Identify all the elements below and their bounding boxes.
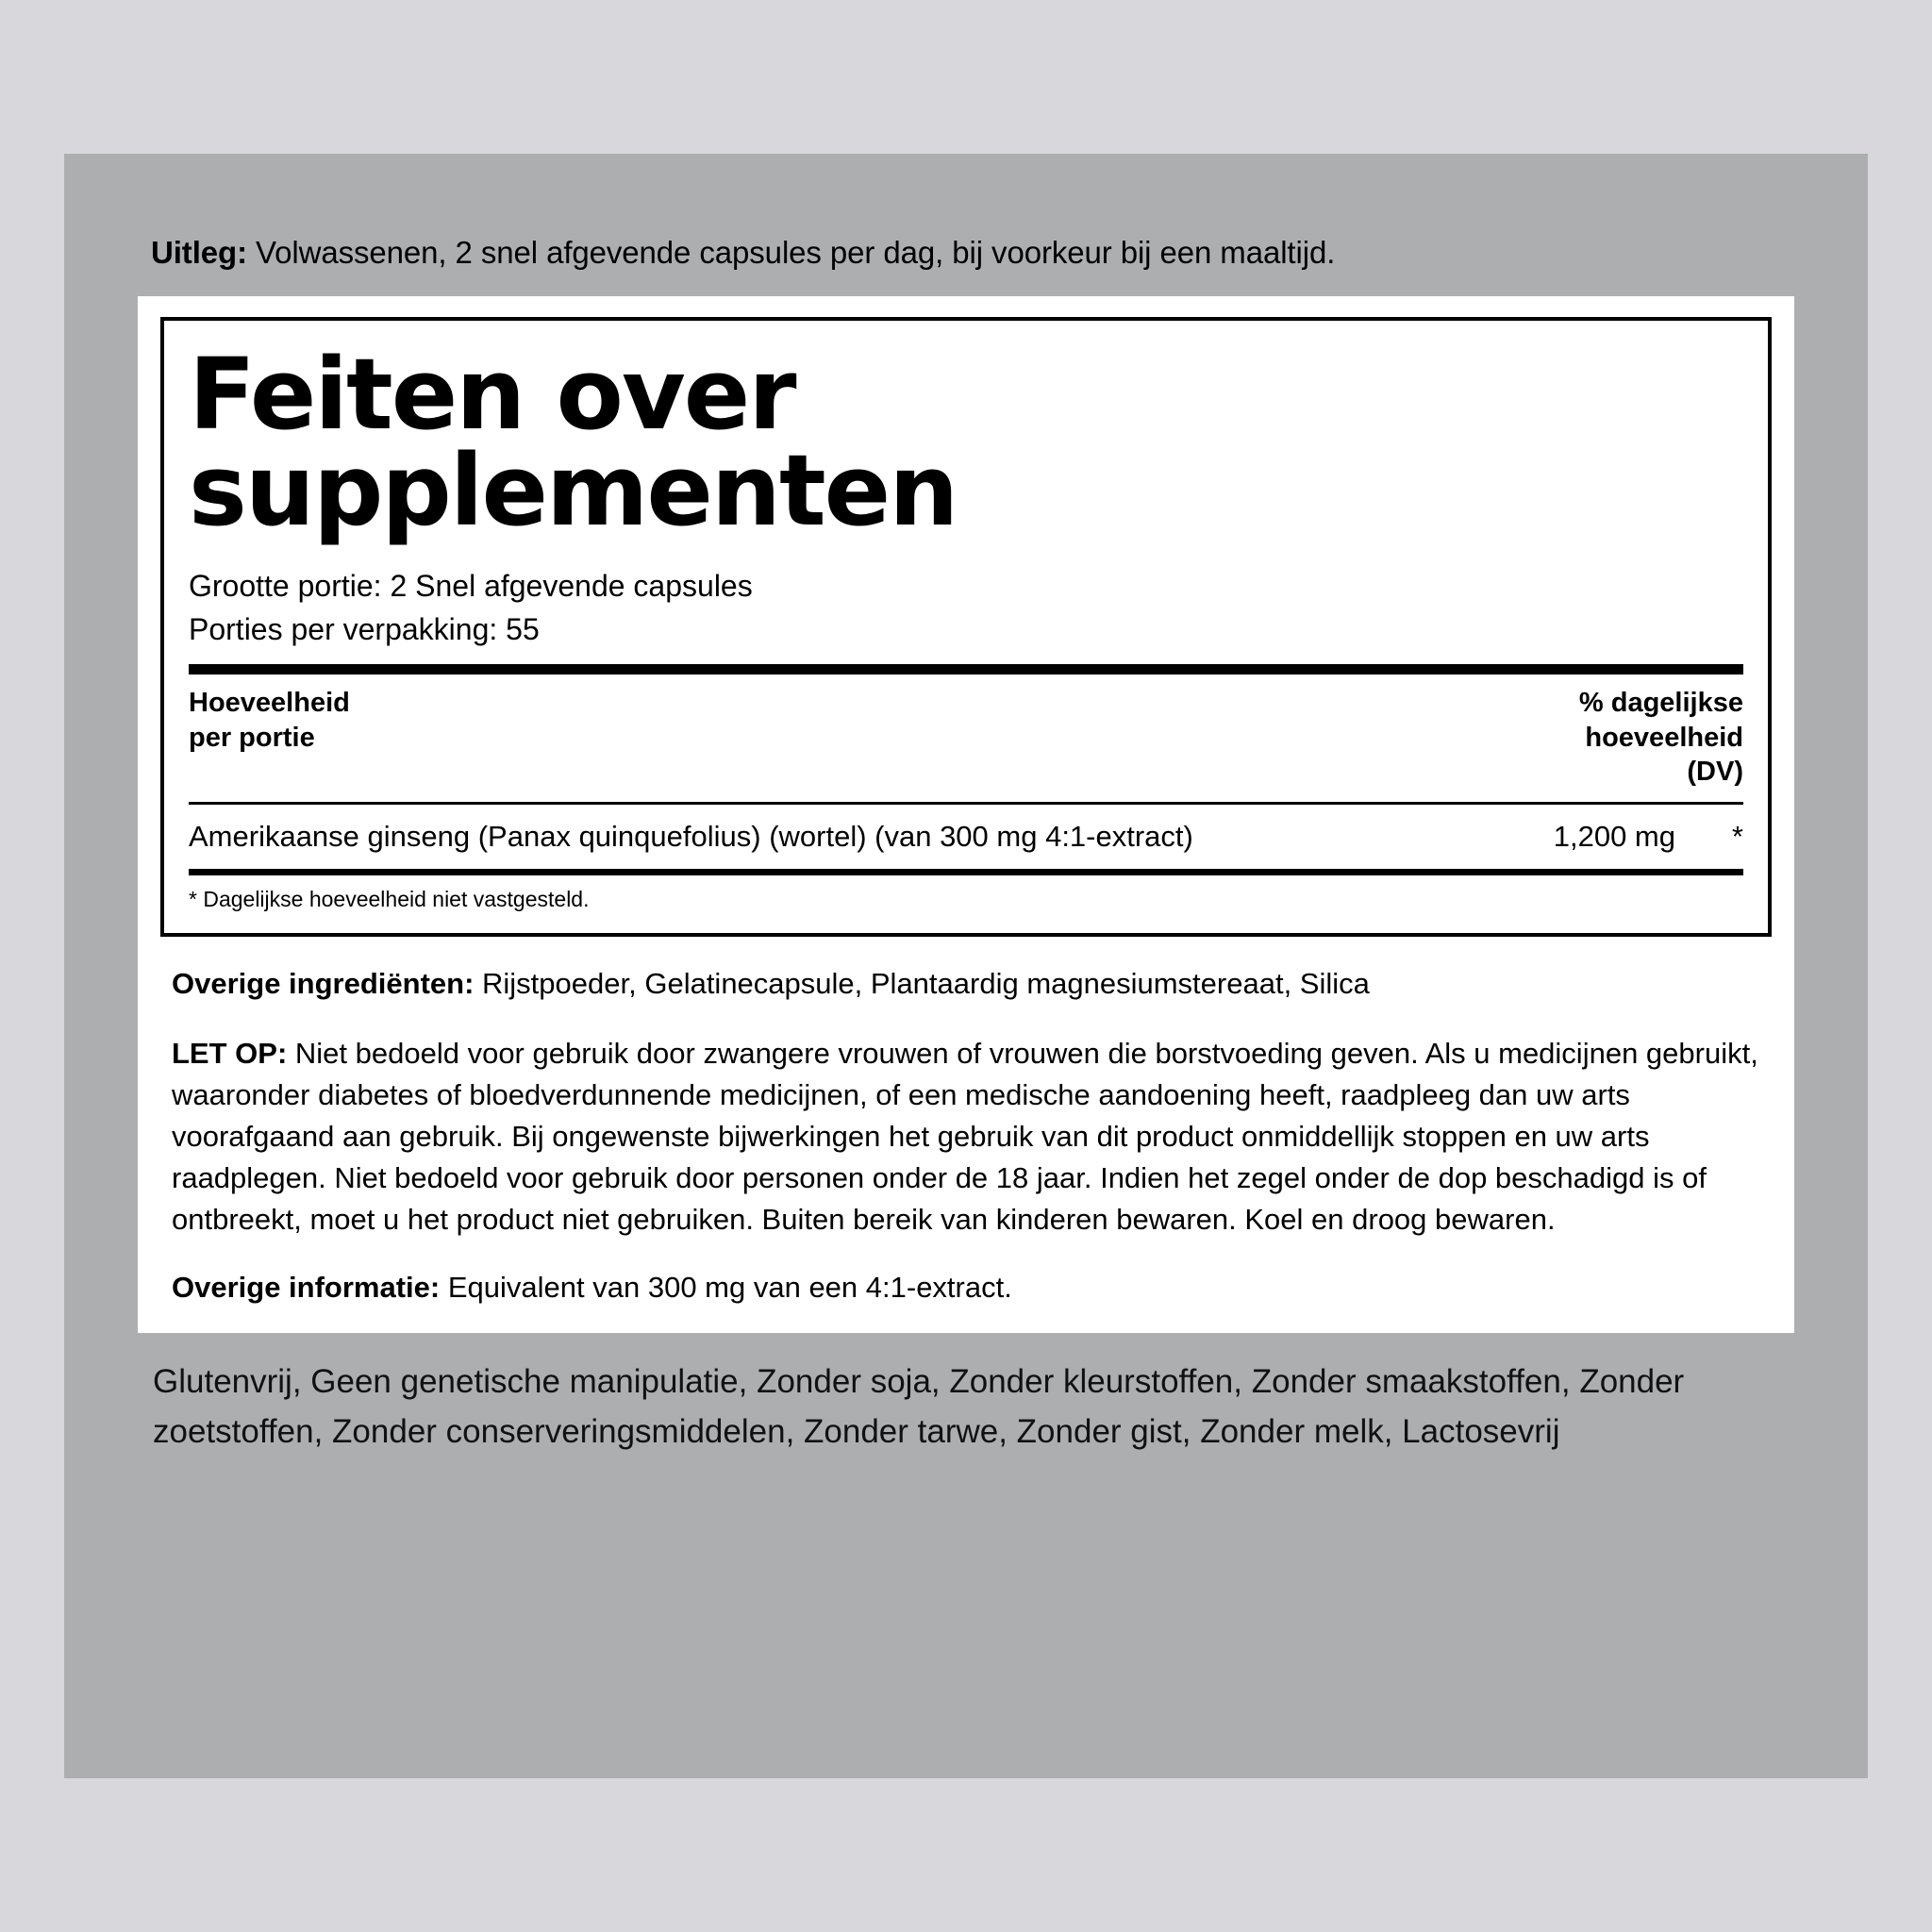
nutrient-daily-value: * bbox=[1731, 820, 1743, 854]
warning-paragraph bbox=[172, 1033, 1760, 1241]
nutrient-name: Amerikaanse ginseng (Panax quinquefolius) (wortel) (van 300 mg 4:1-extract) bbox=[189, 820, 1193, 854]
white-content-block bbox=[138, 296, 1794, 1333]
amount-per-serving-line2: per portie bbox=[189, 722, 315, 753]
daily-value-label bbox=[1579, 686, 1743, 789]
other-ingredients-label: Overige ingrediënten: bbox=[172, 967, 475, 1001]
daily-value-line3: (DV) bbox=[1687, 756, 1743, 787]
other-information-text: Equivalent van 300 mg van een 4:1-extract. bbox=[440, 1271, 1012, 1305]
directions-line bbox=[151, 233, 1794, 274]
daily-value-footnote: * Dagelijkse hoeveelheid niet vastgesteld. bbox=[189, 887, 590, 912]
other-information-paragraph bbox=[172, 1267, 1760, 1308]
divider-heavy-top bbox=[189, 664, 1743, 675]
product-claims: Glutenvrij, Geen genetische manipulatie, Zonder soja, Zonder kleurstoffen, Zonder smaakstoffen, Zonder zoetstoffen, Zonder conserveringsmiddelen, Zonder tarwe, Zonder gist, Zonder melk, Lactosevrij bbox=[153, 1363, 1685, 1450]
supplement-facts-title: Feiten over supplementen bbox=[189, 336, 958, 548]
divider-heavy-bottom bbox=[189, 869, 1743, 875]
amount-per-serving-line1: Hoeveelheid bbox=[189, 688, 350, 719]
other-information-label: Overige informatie: bbox=[172, 1271, 441, 1305]
supplement-facts-box bbox=[160, 317, 1772, 937]
daily-value-line1: % dagelijkse bbox=[1578, 688, 1743, 719]
other-ingredients-paragraph bbox=[172, 963, 1760, 1005]
directions-label: Uitleg: bbox=[151, 235, 247, 270]
below-facts-section bbox=[160, 963, 1772, 1308]
amount-per-serving-label bbox=[189, 686, 350, 755]
table-row bbox=[189, 805, 1743, 869]
serving-size: Grootte portie: 2 Snel afgevende capsules bbox=[189, 568, 753, 603]
warning-label: LET OP: bbox=[172, 1037, 288, 1071]
daily-value-line2: hoeveelheid bbox=[1585, 722, 1743, 753]
other-ingredients-text: Rijstpoeder, Gelatinecapsule, Plantaardig magnesiumstereaat, Silica bbox=[474, 967, 1370, 1001]
nutrient-amount: 1,200 mg bbox=[1553, 820, 1675, 854]
amount-header-row bbox=[189, 675, 1743, 802]
servings-per-container: Porties per verpakking: 55 bbox=[189, 612, 540, 647]
directions-text: Volwassenen, 2 snel afgevende capsules per dag, bij voorkeur bij een maaltijd. bbox=[246, 235, 1336, 270]
warning-text: Niet bedoeld voor gebruik door zwangere vrouwen of vrouwen die borstvoeding geven. Als u medicijnen gebruikt, waaronder diabetes of bloedverdunnende medicijnen, of een medische aandoening heeft, raadpleeg dan uw arts voorafgaand aan gebruik. Bij ongewenste bijwerkingen het gebruik van dit product onmiddellijk stoppen en uw arts raadplegen. Niet bedoeld voor gebruik door personen onder de 18 jaar. Indien het zegel onder de dop beschadigd is of ontbreekt, moet u het product niet gebruiken. Buiten bereik van kinderen bewaren. Koel en droog bewaren. bbox=[172, 1037, 1758, 1237]
supplement-label-panel bbox=[64, 154, 1868, 1778]
